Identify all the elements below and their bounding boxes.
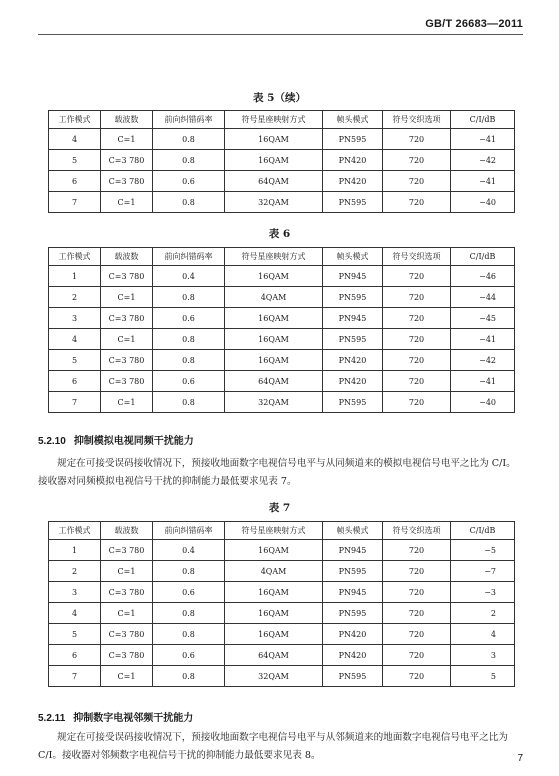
table-cell: PN595 (323, 666, 383, 687)
table-row (49, 308, 515, 329)
table-cell: 7 (49, 192, 101, 213)
table-cell: 720 (383, 150, 451, 171)
table-cell: 7 (49, 392, 101, 413)
table-cell: −40 (451, 192, 515, 213)
table-cell: −3 (451, 582, 515, 603)
table-cell: −41 (451, 371, 515, 392)
table-cell: PN595 (323, 329, 383, 350)
table-cell: C=3 780 (101, 308, 153, 329)
table-cell: 720 (383, 129, 451, 150)
table-cell: PN945 (323, 540, 383, 561)
table-cell: 6 (49, 171, 101, 192)
section-5-2-10-paragraph (38, 455, 524, 490)
table-cell: 0.8 (153, 392, 225, 413)
table-cell: 16QAM (225, 582, 323, 603)
table-cell: 64QAM (225, 171, 323, 192)
table-cell: −46 (451, 266, 515, 287)
column-header: 前向纠错码率 (153, 248, 225, 266)
table-cell: 0.6 (153, 582, 225, 603)
column-header: C/I/dB (451, 111, 515, 129)
column-header: 载波数 (101, 111, 153, 129)
table-row (49, 171, 515, 192)
table-row (49, 603, 515, 624)
table-cell: 3 (451, 645, 515, 666)
table-cell: 16QAM (225, 150, 323, 171)
table-row (49, 266, 515, 287)
table-cell: C=3 780 (101, 266, 153, 287)
table-cell: −5 (451, 540, 515, 561)
table-cell: 4QAM (225, 561, 323, 582)
table-cell: 720 (383, 371, 451, 392)
table-cell: PN945 (323, 308, 383, 329)
table-cell: −41 (451, 171, 515, 192)
table-cell: 32QAM (225, 392, 323, 413)
standard-code: GB/T 26683—2011 (425, 18, 523, 30)
column-header: 帧头模式 (323, 248, 383, 266)
table-cell: 0.8 (153, 129, 225, 150)
table-5-caption: 表 5（续） (253, 92, 306, 104)
table-cell: 4QAM (225, 287, 323, 308)
table-row (49, 582, 515, 603)
table-cell: 720 (383, 561, 451, 582)
table-cell: 0.8 (153, 150, 225, 171)
table-cell: PN595 (323, 129, 383, 150)
table-row (49, 561, 515, 582)
table-cell: C=3 780 (101, 150, 153, 171)
table-cell: 4 (49, 329, 101, 350)
table-cell: C=3 780 (101, 350, 153, 371)
table-cell: 5 (49, 150, 101, 171)
column-header: 载波数 (101, 248, 153, 266)
column-header: 工作模式 (49, 248, 101, 266)
table-cell: 16QAM (225, 308, 323, 329)
column-header: 工作模式 (49, 522, 101, 540)
table-cell: 5 (49, 624, 101, 645)
table-header-row (49, 248, 515, 266)
table-cell: 16QAM (225, 624, 323, 645)
table-cell: C=3 780 (101, 624, 153, 645)
section-number: 5.2.10 (38, 436, 66, 447)
table-cell: 16QAM (225, 540, 323, 561)
table-cell: 0.6 (153, 371, 225, 392)
column-header: 符号星座映射方式 (225, 522, 323, 540)
table-row (49, 392, 515, 413)
table-cell: 0.8 (153, 666, 225, 687)
table-cell: 2 (49, 287, 101, 308)
table-cell: 720 (383, 645, 451, 666)
table-cell: 32QAM (225, 192, 323, 213)
page-number: 7 (517, 753, 523, 764)
table-cell: 6 (49, 645, 101, 666)
table-cell: PN420 (323, 645, 383, 666)
table-cell: 3 (49, 582, 101, 603)
table-cell: 64QAM (225, 645, 323, 666)
table-cell: 720 (383, 582, 451, 603)
table-cell: PN595 (323, 392, 383, 413)
table-cell: C=3 780 (101, 540, 153, 561)
table-6 (48, 247, 515, 413)
table-cell: 0.4 (153, 540, 225, 561)
table-cell: C=1 (101, 129, 153, 150)
table-cell: 16QAM (225, 129, 323, 150)
table-cell: −40 (451, 392, 515, 413)
table-cell: 6 (49, 371, 101, 392)
table-cell: −41 (451, 129, 515, 150)
table-cell: 16QAM (225, 329, 323, 350)
table-cell: 0.8 (153, 192, 225, 213)
table-cell: 7 (49, 666, 101, 687)
section-title: 抑制数字电视邻频干扰能力 (73, 713, 194, 724)
table-7-caption: 表 7 (268, 502, 291, 514)
table-cell: −44 (451, 287, 515, 308)
table-cell: 16QAM (225, 266, 323, 287)
table-cell: −41 (451, 329, 515, 350)
column-header: 符号交织选项 (383, 522, 451, 540)
table-cell: C=1 (101, 666, 153, 687)
table-cell: C=1 (101, 392, 153, 413)
table-cell: 720 (383, 666, 451, 687)
table-cell: 1 (49, 266, 101, 287)
table-cell: 0.6 (153, 171, 225, 192)
table-cell: PN595 (323, 192, 383, 213)
table-row (49, 287, 515, 308)
column-header: 前向纠错码率 (153, 111, 225, 129)
table-cell: −42 (451, 350, 515, 371)
table-cell: C=1 (101, 561, 153, 582)
table-row (49, 624, 515, 645)
header-rule (38, 34, 523, 35)
table-row (49, 350, 515, 371)
column-header: 符号交织选项 (383, 111, 451, 129)
table-cell: 0.8 (153, 329, 225, 350)
table-cell: −42 (451, 150, 515, 171)
table-cell: 0.8 (153, 624, 225, 645)
table-row (49, 329, 515, 350)
table-cell: PN945 (323, 266, 383, 287)
table-row (49, 192, 515, 213)
table-cell: C=3 780 (101, 171, 153, 192)
paragraph-text: 规定在可接受误码接收情况下，预接收地面数字电视信号电平与从邻频道来的地面数字电视信号电平之比为 C/I。接收器对邻频数字电视信号干扰的抑制能力最低要求见表 8。 (38, 732, 508, 761)
table-cell: 720 (383, 540, 451, 561)
table-cell: −45 (451, 308, 515, 329)
table-cell: 0.8 (153, 603, 225, 624)
table-cell: C=1 (101, 192, 153, 213)
table-cell: 0.4 (153, 266, 225, 287)
section-number: 5.2.11 (38, 713, 66, 724)
table-cell: 5 (49, 350, 101, 371)
table-cell: 720 (383, 308, 451, 329)
table-cell: 720 (383, 287, 451, 308)
table-cell: 0.8 (153, 561, 225, 582)
table-cell: 32QAM (225, 666, 323, 687)
table-cell: 720 (383, 603, 451, 624)
column-header: 帧头模式 (323, 522, 383, 540)
table-cell: −7 (451, 561, 515, 582)
table-cell: 4 (49, 603, 101, 624)
section-5-2-11-paragraph (38, 729, 524, 764)
table-cell: PN595 (323, 561, 383, 582)
table-5 (48, 110, 515, 213)
table-cell: 720 (383, 171, 451, 192)
table-row (49, 645, 515, 666)
table-row (49, 129, 515, 150)
table-cell: PN420 (323, 150, 383, 171)
table-cell: PN595 (323, 603, 383, 624)
table-cell: 3 (49, 308, 101, 329)
table-6-caption: 表 6 (268, 228, 291, 240)
section-title: 抑制模拟电视同频干扰能力 (73, 436, 194, 447)
table-cell: C=1 (101, 603, 153, 624)
table-cell: 720 (383, 266, 451, 287)
table-cell: 0.6 (153, 645, 225, 666)
table-cell: 0.8 (153, 350, 225, 371)
column-header: 载波数 (101, 522, 153, 540)
section-5-2-10-heading (38, 432, 194, 447)
table-cell: 720 (383, 329, 451, 350)
column-header: C/I/dB (451, 248, 515, 266)
table-cell: 720 (383, 350, 451, 371)
table-7 (48, 521, 515, 687)
table-cell: 5 (451, 666, 515, 687)
table-cell: PN420 (323, 371, 383, 392)
table-cell: PN595 (323, 287, 383, 308)
table-row (49, 666, 515, 687)
table-cell: C=1 (101, 287, 153, 308)
column-header: C/I/dB (451, 522, 515, 540)
table-cell: C=3 780 (101, 371, 153, 392)
table-cell: C=3 780 (101, 645, 153, 666)
table-cell: 0.6 (153, 308, 225, 329)
table-row (49, 371, 515, 392)
paragraph-text: 规定在可接受误码接收情况下，预接收地面数字电视信号电平与从同频道来的模拟电视信号电平之比为 C/I。接收器对同频模拟电视信号干扰的抑制能力最低要求见表 7。 (38, 458, 516, 487)
table-cell: PN420 (323, 171, 383, 192)
table-cell: PN420 (323, 350, 383, 371)
table-cell: 1 (49, 540, 101, 561)
table-cell: 720 (383, 392, 451, 413)
column-header: 帧头模式 (323, 111, 383, 129)
table-header-row (49, 111, 515, 129)
column-header: 符号交织选项 (383, 248, 451, 266)
table-cell: 0.8 (153, 287, 225, 308)
table-cell: C=3 780 (101, 582, 153, 603)
table-cell: PN945 (323, 582, 383, 603)
column-header: 符号星座映射方式 (225, 248, 323, 266)
table-cell: 2 (451, 603, 515, 624)
table-row (49, 150, 515, 171)
column-header: 工作模式 (49, 111, 101, 129)
column-header: 符号星座映射方式 (225, 111, 323, 129)
section-5-2-11-heading (38, 709, 193, 724)
table-cell: 64QAM (225, 371, 323, 392)
table-header-row (49, 522, 515, 540)
column-header: 前向纠错码率 (153, 522, 225, 540)
table-cell: PN420 (323, 624, 383, 645)
table-cell: 4 (49, 129, 101, 150)
table-row (49, 540, 515, 561)
table-cell: 2 (49, 561, 101, 582)
table-cell: 4 (451, 624, 515, 645)
table-cell: C=1 (101, 329, 153, 350)
table-cell: 720 (383, 192, 451, 213)
table-cell: 16QAM (225, 603, 323, 624)
table-cell: 16QAM (225, 350, 323, 371)
table-cell: 720 (383, 624, 451, 645)
